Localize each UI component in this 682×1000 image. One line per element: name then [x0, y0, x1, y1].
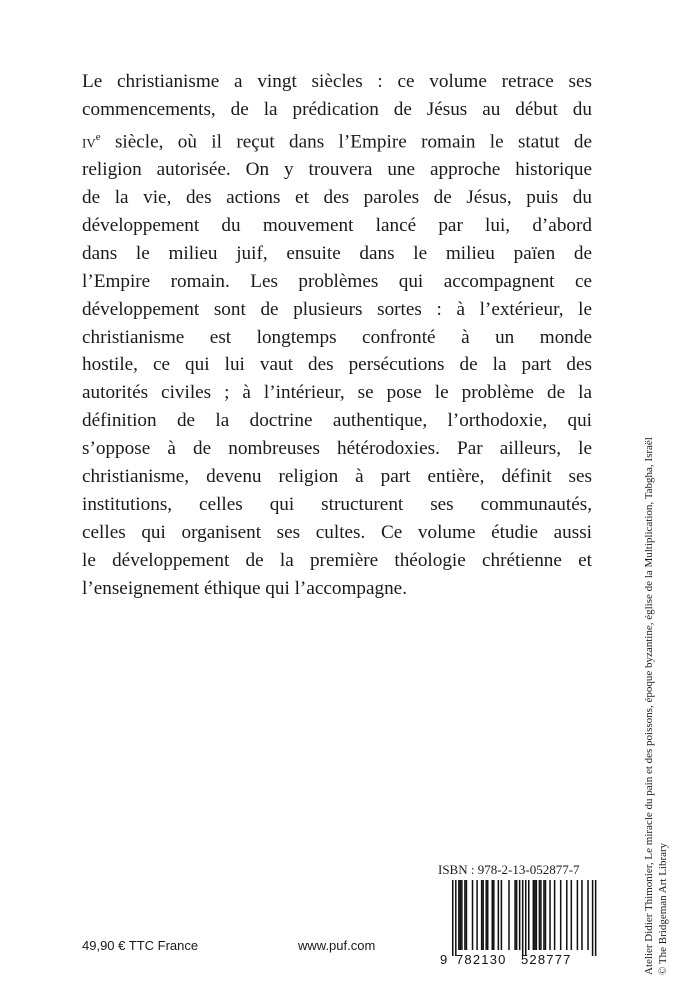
barcode-bar	[522, 880, 524, 956]
barcode-bar	[525, 880, 527, 956]
blurb-line: l’enseignement éthique qui l’accompagne.	[82, 577, 407, 599]
barcode-bars	[452, 880, 596, 956]
barcode-bar	[452, 880, 454, 956]
barcode-bar	[534, 880, 536, 950]
barcode-bar	[566, 880, 568, 950]
blurb-line: développement du mouvement lancé par lui, d’abord	[82, 214, 592, 236]
blurb-line: hostile, ce qui lui vaut des persécutions de la part des	[82, 354, 592, 376]
image-credit-caption: Atelier Didier Thimonier, Le miracle du pain et des poissons, époque byzantine, église de la Multiplication, Tabgha, Israël	[643, 437, 655, 975]
century-superscript: e	[95, 130, 101, 143]
back-cover-blurb	[82, 68, 592, 603]
blurb-line: l’Empire romain. Les problèmes qui accompagnent ce	[82, 270, 592, 292]
blurb-line: définition de la doctrine authentique, l’orthodoxie, qui	[82, 410, 592, 432]
barcode-bar	[581, 880, 583, 950]
blurb-line: développement sont de plusieurs sortes : à l’extérieur, le	[82, 298, 592, 320]
barcode-bar	[466, 880, 468, 950]
barcode-bar	[501, 880, 503, 950]
barcode-bar	[455, 880, 457, 956]
barcode-right-digits: 528777	[521, 952, 572, 967]
blurb-line: christianisme, devenu religion à part entière, définit ses	[82, 466, 592, 488]
barcode-bar	[460, 880, 462, 950]
barcode-bar	[571, 880, 573, 950]
image-credit	[643, 437, 670, 975]
century-numeral: iv	[82, 131, 96, 153]
barcode-bar	[528, 880, 530, 950]
blurb-line: christianisme est longtemps confronté à un monde	[82, 326, 592, 348]
blurb-line-text: siècle, où il reçut dans l’Empire romain le statut de	[100, 131, 592, 153]
barcode-bar	[543, 880, 545, 950]
barcode-bar	[461, 880, 463, 950]
isbn-label: ISBN : 978-2-13-052877-7	[438, 862, 580, 877]
blurb-line: autorités civiles ; à l’intérieur, se pose le problème de la	[82, 382, 592, 404]
barcode-bar	[536, 880, 538, 950]
blurb-line: de la vie, des actions et des paroles de Jésus, puis du	[82, 187, 592, 209]
blurb-line	[82, 124, 592, 156]
barcode-bar	[587, 880, 589, 950]
barcode-bar	[519, 880, 521, 950]
barcode-bar	[493, 880, 495, 950]
image-credit-copyright: © The Bridgeman Art Library	[656, 842, 669, 975]
barcode-bar	[554, 880, 556, 950]
barcode-bar	[476, 880, 478, 950]
blurb-line: dans le milieu juif, ensuite dans le milieu païen de	[82, 242, 592, 264]
barcode-bar	[498, 880, 500, 950]
barcode-bar	[482, 880, 484, 950]
barcode-first-digit: 9	[440, 952, 448, 967]
barcode-bar	[549, 880, 551, 950]
barcode-bar	[492, 880, 494, 950]
barcode-bar	[577, 880, 579, 950]
barcode-bar	[514, 880, 516, 950]
barcode-bar	[516, 880, 518, 950]
barcode-bar	[458, 880, 460, 950]
price-label: 49,90 € TTC France	[82, 938, 199, 953]
barcode-bar	[464, 880, 466, 950]
barcode-bar	[481, 880, 483, 950]
publisher-website[interactable]: www.puf.com	[298, 938, 376, 953]
barcode-bar	[472, 880, 474, 950]
blurb-line: commencements, de la prédication de Jésus au début du	[82, 98, 592, 120]
barcode-bar	[485, 880, 487, 950]
barcode-bar	[508, 880, 510, 950]
blurb-line: s’oppose à de nombreuses hétérodoxies. Par ailleurs, le	[82, 438, 592, 460]
barcode-bar	[592, 880, 594, 956]
barcode-bar	[545, 880, 547, 950]
blurb-line: religion autorisée. On y trouvera une approche historique	[82, 159, 592, 181]
blurb-line: celles qui organisent ses cultes. Ce volume étudie aussi	[82, 521, 592, 543]
barcode-bar	[487, 880, 489, 950]
barcode-bar	[539, 880, 541, 950]
barcode-left-digits: 782130	[456, 952, 507, 967]
blurb-line: le développement de la première théologie chrétienne et	[82, 549, 592, 571]
blurb-line: Le christianisme a vingt siècles : ce volume retrace ses	[82, 71, 592, 92]
barcode-bar	[560, 880, 562, 950]
barcode-bar	[540, 880, 542, 950]
isbn-barcode	[438, 878, 598, 968]
barcode-bar	[595, 880, 597, 956]
blurb-line: institutions, celles qui structurent ses communautés,	[82, 493, 592, 515]
barcode-bar	[533, 880, 535, 950]
